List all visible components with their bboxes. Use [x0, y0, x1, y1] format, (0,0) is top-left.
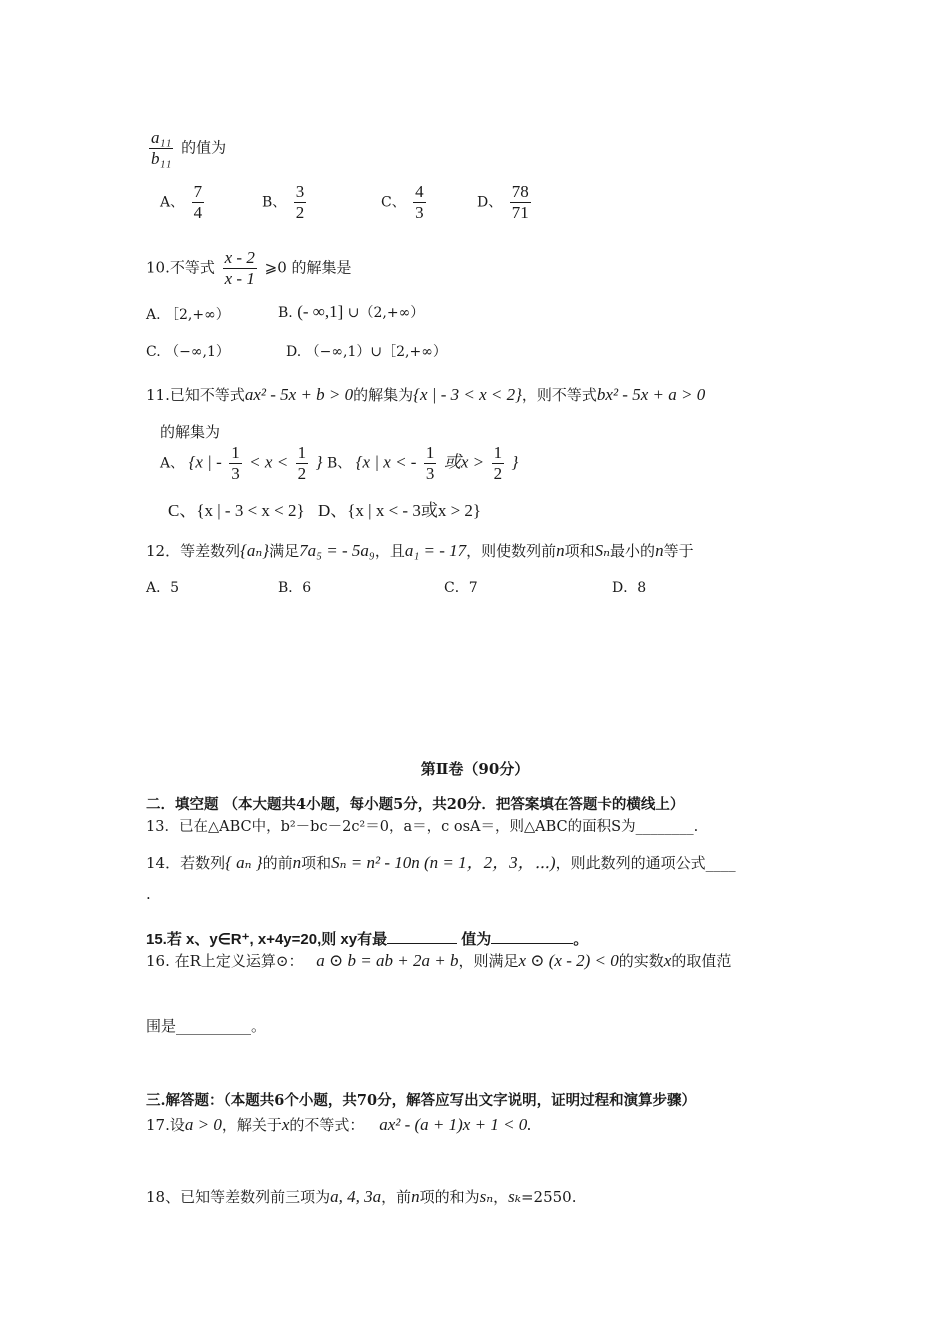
q11-option-c: [168, 496, 305, 521]
q10-prefix: 10.不等式: [146, 258, 215, 277]
q9-option-a: [160, 182, 207, 223]
q10-option-b-label: B.: [278, 305, 293, 321]
q12-t5: 最小的: [610, 542, 656, 560]
q12-t3: ，则使数列前: [466, 542, 557, 560]
q9-option-d-den: 71: [511, 203, 529, 222]
q18-sk: sₖ: [508, 1187, 521, 1206]
q9-option-d-label: D、: [477, 194, 503, 211]
q9-option-b-num: 3: [295, 182, 305, 201]
q16-t3: 的取值范: [671, 952, 732, 970]
q11-ineq1: ax² - 5x + b > 0: [244, 385, 354, 404]
q9-frac-num: a₁₁: [151, 128, 172, 147]
q9-option-d-num: 78: [511, 182, 529, 201]
q16-t2: 的实数: [618, 952, 664, 970]
q10-option-b: [278, 302, 424, 322]
q15-stem: [146, 928, 588, 949]
q11-set1: {x | - 3 < x < 2}: [413, 385, 522, 404]
q11-mid: 的解集为: [353, 386, 414, 404]
q16-ineq: x ⊙ (x - 2) < 0: [518, 951, 619, 970]
q9-option-a-num: 7: [193, 182, 203, 201]
q9-option-c-num: 4: [415, 182, 424, 201]
q15-blank-1[interactable]: [387, 929, 457, 944]
q10-stem: [146, 248, 352, 289]
q9-option-c-label: C、: [381, 194, 406, 211]
q11-option-d: [318, 496, 481, 521]
q11-line2: 的解集为: [160, 423, 221, 441]
q15-mid: 值为: [461, 931, 492, 948]
q18-t3: ，: [493, 1188, 509, 1206]
q9-frac-den: b₁₁: [151, 149, 172, 168]
q11-option-a: [160, 443, 322, 484]
q11-option-a-den1: 3: [231, 464, 240, 483]
q11-option-b-end: }: [511, 452, 519, 472]
q16-def: a ⊙ b = ab + 2a + b: [316, 951, 459, 970]
q11-option-a-end: }: [315, 452, 323, 472]
q10-suffix: ⩾0 的解集是: [264, 258, 352, 277]
q11-option-a-den2: 2: [297, 464, 307, 483]
q12-option-d: D．8: [612, 580, 647, 596]
q11-option-a-num2: 1: [297, 443, 307, 462]
q14-t2: 项和: [301, 854, 332, 872]
q16-line2: 围是__________。: [146, 1017, 267, 1035]
q10-option-b-math: (- ∞,1]: [297, 302, 344, 321]
q12-cond: 7a₅ = - 5a₉: [299, 541, 375, 560]
q10-option-d: D. （−∞,1）∪［2,+∞）: [286, 344, 447, 360]
q18-prefix: 18、已知等差数列前三项为: [146, 1188, 331, 1206]
q12-t1: 满足: [269, 542, 300, 560]
q9-option-b: [262, 182, 309, 223]
q18-t2: 项的和为: [419, 1188, 480, 1206]
q14-t1: 的前: [262, 854, 293, 872]
q12-cond2: a₁ = - 17: [404, 541, 467, 560]
q10-frac-den: x - 1: [224, 269, 255, 288]
q12-n: n: [556, 541, 565, 560]
q14-prefix: 14．若数列: [146, 854, 226, 872]
q18-stem: [146, 1186, 577, 1207]
q14-stem: [146, 848, 736, 873]
q11-option-d-text: D、{x | x < - 3或x > 2}: [318, 501, 482, 520]
q12-option-c: C．7: [444, 580, 478, 596]
q17-cond: a > 0: [184, 1115, 222, 1134]
q11-option-a-num1: 1: [231, 443, 240, 462]
q16-prefix: 16. 在R上定义运算⊙：: [146, 952, 304, 970]
q12-n2: n: [655, 541, 664, 560]
q11-mid2: ，则不等式: [521, 386, 597, 404]
q14-t3: ，则此数列的通项公式____: [555, 854, 736, 872]
q11-option-c-text: C、{x | - 3 < x < 2}: [168, 501, 305, 520]
q11-option-b-den2: 2: [493, 464, 503, 483]
q17-prefix: 17.设: [146, 1116, 185, 1134]
q14-seq: { aₙ }: [225, 853, 263, 872]
q11-prefix: 11.已知不等式: [146, 386, 245, 404]
q15-blank-2[interactable]: [491, 929, 573, 944]
q18-t1: ，前: [381, 1188, 412, 1206]
q9-fraction: [149, 128, 173, 169]
q11-option-a-mid: < x <: [249, 452, 289, 472]
q14-formula: Sₙ = n² - 10n (n = 1，2，3，⋯): [331, 853, 556, 872]
part3-heading: 三.解答题：（本题共6个小题，共70分，解答应写出文字说明，证明过程和演算步骤）: [146, 1092, 697, 1109]
q17-t1: ，解关于: [221, 1116, 282, 1134]
q16-x: x: [663, 951, 672, 970]
q11-option-a-label: A、: [160, 455, 185, 472]
q12-option-a: A．5: [146, 580, 180, 596]
q12-sn: Sₙ: [594, 541, 611, 560]
q17-t2: 的不等式：: [289, 1116, 365, 1134]
part2-title: 第Ⅱ卷（90分）: [420, 760, 530, 778]
q15-end: 。: [573, 931, 589, 948]
q9-option-a-label: A、: [160, 194, 185, 211]
q16-stem: [146, 950, 731, 971]
q9-option-b-label: B、: [262, 194, 287, 211]
q12-option-b: B．6: [278, 580, 312, 596]
q16-t1: ，则满足: [458, 952, 519, 970]
q11-option-b-pre: {x | x < -: [355, 452, 417, 472]
q10-option-b-tail: ∪（2,+∞）: [347, 305, 425, 321]
q9-option-d: [477, 182, 534, 223]
q11-option-b-label: B、: [327, 455, 352, 472]
q11-option-b-mid: 或x >: [443, 452, 485, 472]
q15-text: 15.若 x、y∈R⁺, x+4y=20,则 xy有最: [146, 931, 388, 948]
q12-seq: {aₙ}: [240, 541, 270, 560]
q9-option-c: [381, 182, 429, 223]
q11-option-b: [327, 443, 518, 484]
q9-tail: 的值为: [181, 138, 227, 157]
q11-option-a-pre: {x | -: [188, 452, 222, 472]
q13-text: 13．已在△ABC中，b²－bc－2c²＝0，a＝，c osA＝，则△ABC的面积S为________.: [146, 819, 699, 835]
q10-option-c: C. （−∞,1）: [146, 344, 230, 360]
q18-terms: a, 4, 3a: [330, 1187, 382, 1206]
q10-frac-num: x - 2: [224, 248, 255, 267]
q12-prefix: 12．等差数列: [146, 542, 241, 560]
q17-ineq: ax² - (a + 1)x + 1 < 0.: [379, 1115, 532, 1134]
q18-n: n: [411, 1187, 420, 1206]
q18-t4: =2550.: [520, 1188, 577, 1206]
q9-option-b-den: 2: [295, 203, 305, 222]
part2-heading: 二．填空题 （本大题共4小题，每小题5分，共20分．把答案填在答题卡的横线上）: [146, 796, 685, 813]
q9-option-a-den: 4: [193, 203, 203, 222]
q18-sn: sₙ: [479, 1187, 494, 1206]
q17-x: x: [281, 1115, 290, 1134]
q9-stem: [146, 128, 226, 169]
q9-option-c-den: 3: [415, 203, 424, 222]
q12-t4: 项和: [564, 542, 595, 560]
q12-t2: ，且: [374, 542, 405, 560]
q11-option-b-den1: 3: [425, 464, 435, 483]
q11-ineq2: bx² - 5x + a > 0: [596, 385, 706, 404]
q14-dot: .: [146, 885, 151, 903]
q11-option-b-num1: 1: [425, 443, 435, 462]
q14-n: n: [292, 853, 302, 872]
q12-t6: 等于: [663, 542, 694, 560]
q17-stem: [146, 1114, 532, 1135]
q11-option-b-num2: 1: [493, 443, 503, 462]
q11-stem: [146, 384, 705, 405]
q12-stem: [146, 540, 694, 561]
q10-option-a: A. ［2,+∞）: [146, 307, 230, 323]
